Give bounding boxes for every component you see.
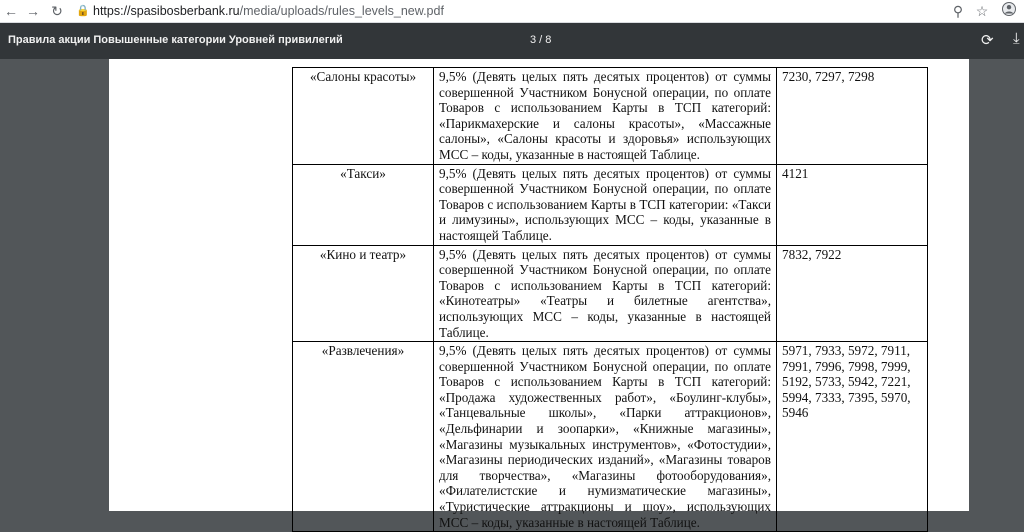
document-title: Правила акции Повышенные категории Уровней привилегий <box>8 34 343 46</box>
url-path: /media/uploads/rules_levels_new.pdf <box>239 4 444 18</box>
description-cell: 9,5% (Девять целых пять десятых процентов) от суммы совершенной Участником Бонусной операции, по оплате Товаров с использованием Карты в ТСП категорий: «Продажа художественных работ», «Боулинг-клубы», «Танцевальные школы», «Парки аттракционов», «Дельфинарии и зоопарки», «Книжные магазины», «Магазины музыкальных инструментов», «Фотостудии», «Магазины периодических изданий», «Магазины товаров для творчества», «Магазины фотооборудования», «Филателистские и нумизматические магазины», «Туристические аттракционы и шоу», использующих МСС – коды, указанные в настоящей Таблице. <box>434 342 777 532</box>
table-row <box>293 164 928 245</box>
star-icon[interactable]: ☆ <box>975 3 989 19</box>
forward-icon[interactable]: → <box>26 3 40 19</box>
table-row <box>293 68 928 165</box>
reload-icon[interactable]: ↻ <box>51 3 63 19</box>
category-cell: «Кино и театр» <box>293 245 434 342</box>
back-icon[interactable]: ← <box>4 3 18 19</box>
pdf-toolbar <box>0 23 1024 59</box>
zoom-icon[interactable]: ⚲ <box>952 3 964 19</box>
pdf-page <box>109 59 969 530</box>
url-host: https://spasibosberbank.ru <box>93 4 240 18</box>
table-row <box>293 245 928 342</box>
description-cell: 9,5% (Девять целых пять десятых процентов) от суммы совершенной Участником Бонусной операции, по оплате Товаров с использованием Карты в ТСП категорий: «Кинотеатры» «Театры и билетные агентства», использующих МСС – коды, указанные в настоящей Таблице. <box>434 245 777 342</box>
download-icon[interactable]: ⤓ <box>1013 30 1020 47</box>
lock-icon[interactable]: 🔒 <box>76 5 90 17</box>
table-row <box>293 342 928 532</box>
mcc-codes-cell: 7230, 7297, 7298 <box>777 68 928 165</box>
browser-toolbar <box>0 0 1024 23</box>
profile-icon[interactable] <box>1000 2 1018 20</box>
category-cell: «Салоны красоты» <box>293 68 434 165</box>
mcc-codes-cell: 5971, 7933, 5972, 7911, 7991, 7996, 7998, 7999, 5192, 5733, 5942, 7221, 5994, 7333, 7395, 5970, 5946 <box>777 342 928 532</box>
mcc-codes-cell: 7832, 7922 <box>777 245 928 342</box>
privileges-table <box>292 67 928 532</box>
address-bar[interactable] <box>93 3 444 19</box>
mcc-codes-cell: 4121 <box>777 164 928 245</box>
category-cell: «Развлечения» <box>293 342 434 532</box>
description-cell: 9,5% (Девять целых пять десятых процентов) от суммы совершенной Участником Бонусной операции, по оплате Товаров с использованием Карты в ТСП категории: «Такси и лимузины», использующих МСС – коды, указанные в настоящей Таблице. <box>434 164 777 245</box>
category-cell: «Такси» <box>293 164 434 245</box>
rotate-icon[interactable]: ⟳ <box>981 32 994 49</box>
description-cell: 9,5% (Девять целых пять десятых процентов) от суммы совершенной Участником Бонусной операции, по оплате Товаров с использованием Карты в ТСП категорий: «Парикмахерские и салоны красоты», «Массажные салоны», «Салоны красоты и здоровья» использующих МСС – коды, указанные в настоящей Таблице. <box>434 68 777 165</box>
page-indicator[interactable]: 3 / 8 <box>530 34 552 46</box>
